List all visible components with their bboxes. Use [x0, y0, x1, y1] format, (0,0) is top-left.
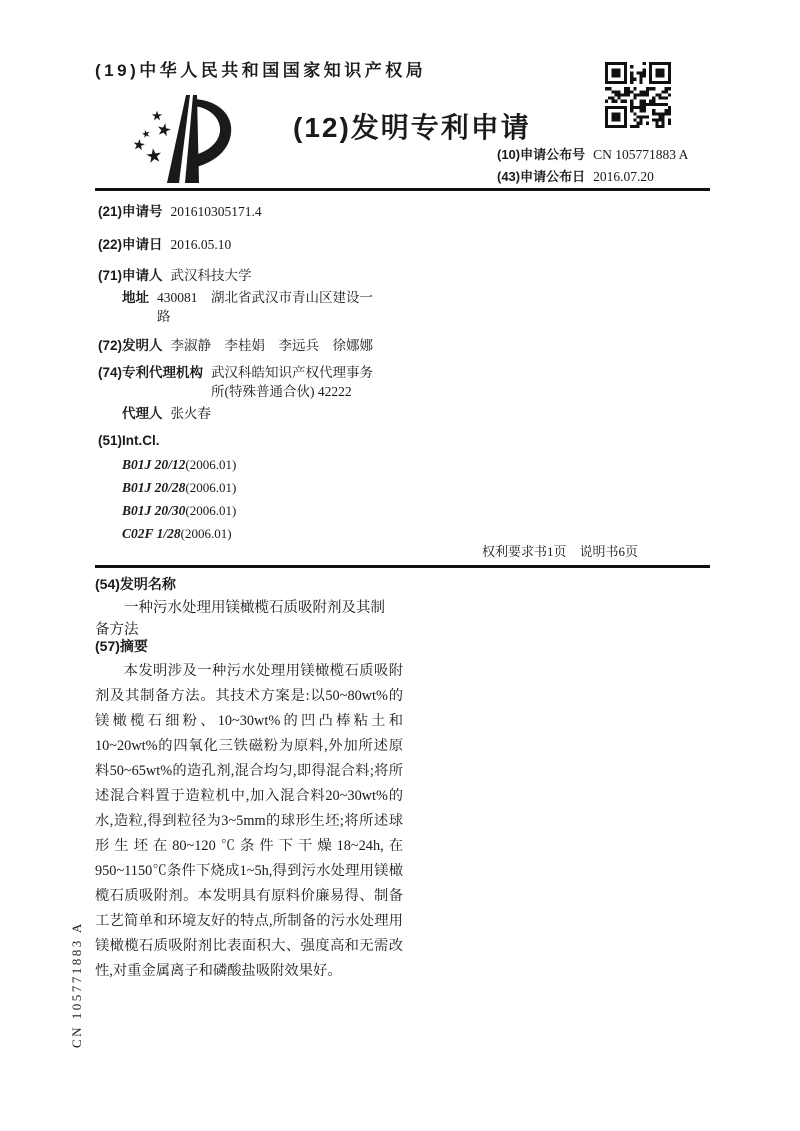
- side-publication-code: CN 105771883 A: [69, 921, 84, 1048]
- invention-title-section: [95, 574, 407, 641]
- application-number-value: 201610305171.4: [170, 204, 262, 219]
- agent-label: 代理人: [122, 406, 163, 421]
- address-value: 430081 湖北省武汉市青山区建设一路: [157, 290, 373, 324]
- application-number-label: (21)申请号: [98, 204, 163, 219]
- address-row: [98, 288, 433, 326]
- agency-label: (74)专利代理机构: [98, 365, 204, 380]
- invention-title: 一种污水处理用镁橄榄石质吸附剂及其制备方法: [95, 600, 385, 638]
- agent-value: 张火春: [170, 406, 211, 421]
- publication-number-value: CN 105771883 A: [593, 147, 689, 162]
- publication-number-row: [497, 144, 688, 166]
- inventors-label: (72)发明人: [98, 338, 163, 353]
- inventors-row: [98, 336, 433, 355]
- agency-value: 武汉科皓知识产权代理事务所(特殊普通合伙) 42222: [211, 365, 374, 399]
- applicant-value: 武汉科技大学: [170, 268, 252, 283]
- intcl-code: C02F 1/28: [122, 526, 181, 541]
- publication-date-label: (43)申请公布日: [497, 169, 586, 184]
- section-divider: [95, 565, 710, 568]
- invention-title-label: (54)发明名称: [95, 576, 176, 592]
- document-type-title: (12)发明专利申请: [293, 112, 531, 143]
- header-divider: [95, 188, 710, 191]
- pages-count-info: 权利要求书1页 说明书6页: [482, 544, 639, 559]
- intcl-version: (2006.01): [180, 526, 232, 541]
- agency-row: [98, 363, 433, 401]
- abstract-section: [95, 636, 407, 984]
- address-label: 地址: [122, 290, 149, 305]
- applicant-row: [98, 266, 433, 285]
- sipo-logo-icon: [100, 90, 240, 187]
- application-date-value: 2016.05.10: [170, 237, 232, 252]
- publication-info: [497, 144, 688, 188]
- intcl-entry: [98, 503, 433, 519]
- abstract-text: 本发明涉及一种污水处理用镁橄榄石质吸附剂及其制备方法。其技术方案是:以50~80wt%的镁橄榄石细粉、10~30wt%的凹凸棒粘土和10~20wt%的四氧化三铁磁粉为原料,外加所述原料50~65wt%的造孔剂,混合均匀,即得混合料;将所述混合料置于造粒机中,加入混合料20~30wt%的水,造粒,得到粒径为3~5mm的球形生坯;将所述球形生坯在80~120℃条件下干燥18~24h,在950~1150℃条件下烧成1~5h,得到污水处理用镁橄榄石质吸附剂。本发明具有原料价廉易得、制备工艺简单和环境友好的特点,所制备的污水处理用镁橄榄石质吸附剂比表面积大、强度高和无需改性,对重金属离子和磷酸盐吸附效果好。: [95, 663, 403, 979]
- bibliographic-data: [98, 196, 433, 542]
- intcl-version: (2006.01): [185, 503, 237, 518]
- agent-row: [98, 404, 433, 423]
- intcl-entry: [98, 457, 433, 473]
- abstract-label: (57)摘要: [95, 638, 148, 654]
- intcl-code: B01J 20/12: [122, 457, 186, 472]
- intcl-entry: [98, 480, 433, 496]
- publication-date-row: [497, 166, 688, 188]
- intcl-version: (2006.01): [185, 480, 237, 495]
- publication-number-label: (10)申请公布号: [497, 147, 586, 162]
- applicant-label: (71)申请人: [98, 268, 163, 283]
- application-date-label: (22)申请日: [98, 237, 163, 252]
- application-date-row: [98, 235, 433, 254]
- application-number-row: [98, 202, 433, 221]
- intcl-version: (2006.01): [185, 457, 237, 472]
- intcl-code: B01J 20/28: [122, 480, 186, 495]
- publication-date-value: 2016.07.20: [593, 169, 654, 184]
- intcl-entry: [98, 526, 433, 542]
- intcl-code: B01J 20/30: [122, 503, 186, 518]
- intcl-header-row: [98, 431, 433, 450]
- intcl-label: (51)Int.Cl.: [98, 433, 160, 448]
- inventors-value: 李淑静 李桂娟 李远兵 徐娜娜: [170, 338, 374, 353]
- qr-code: [605, 62, 671, 128]
- patent-office-name: (19)中华人民共和国国家知识产权局: [95, 61, 427, 80]
